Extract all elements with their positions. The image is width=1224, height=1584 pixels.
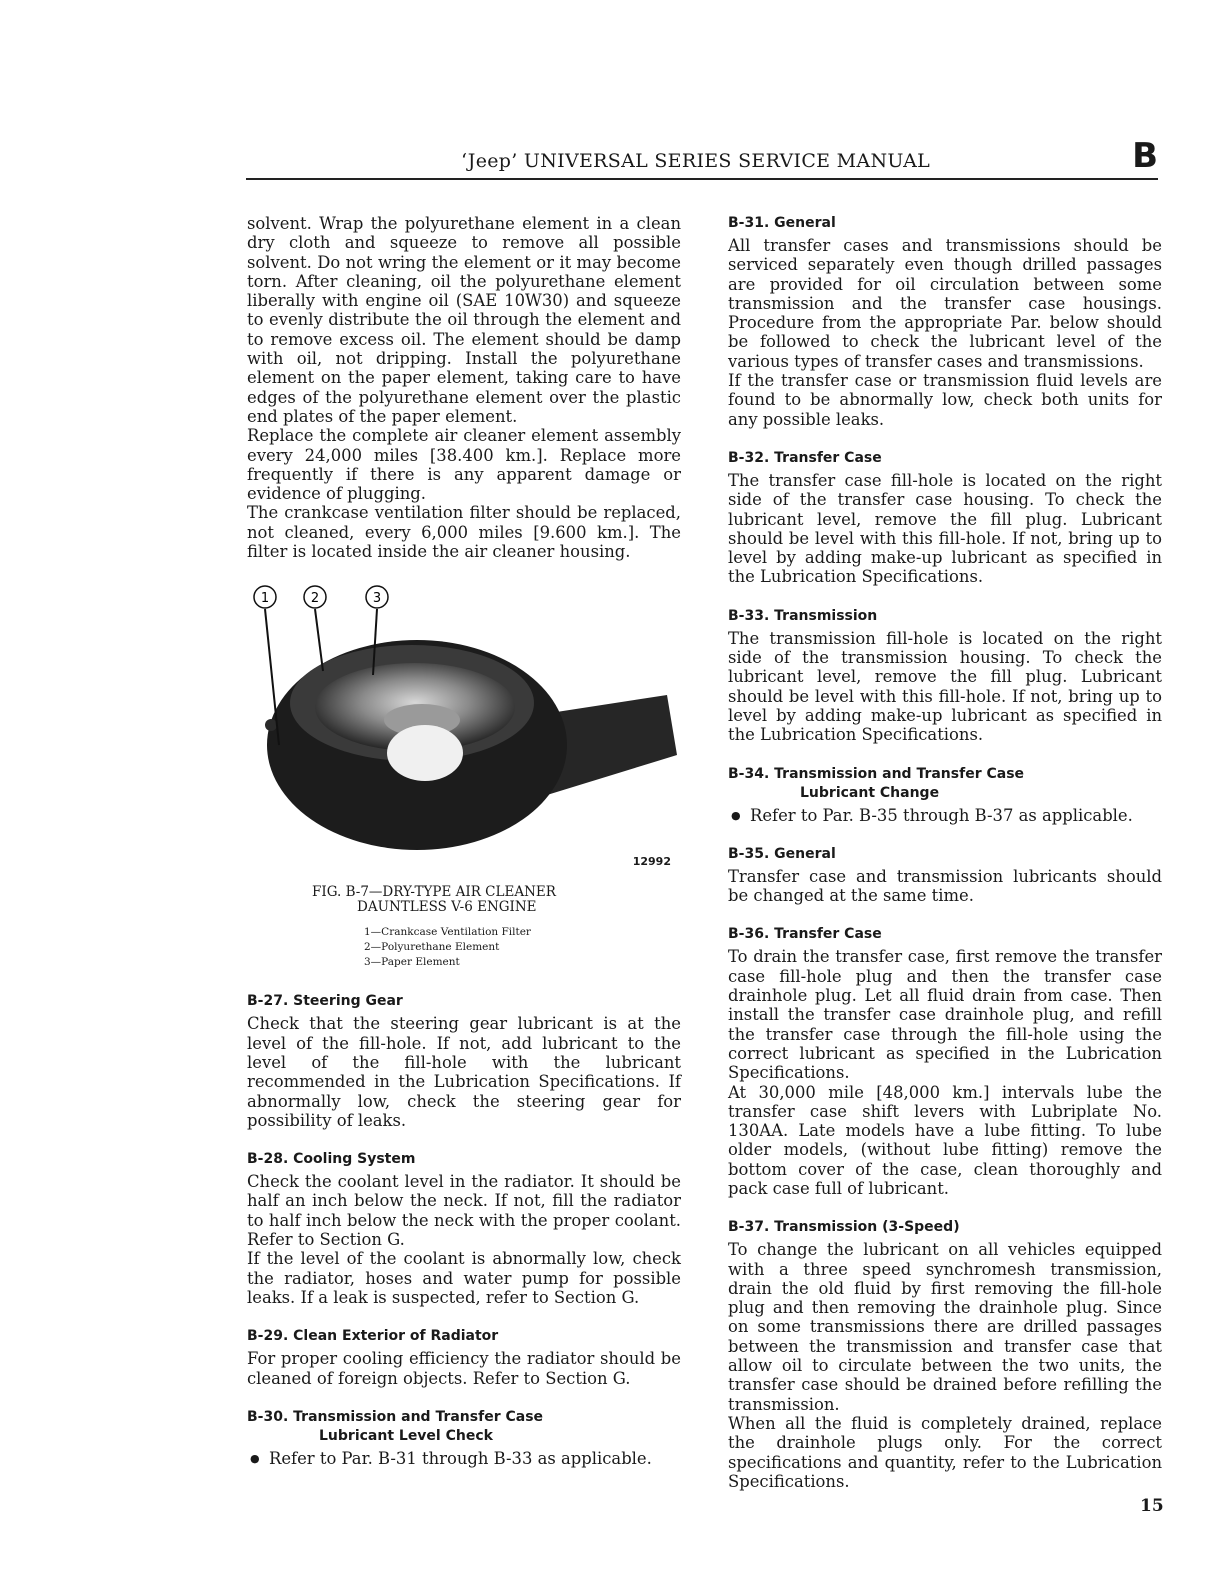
b28-text-2: If the level of the coolant is abnormally low, check the radiator, hoses and water pump for possible leaks. If a leak is suspected, refer to Section G. [247, 1249, 681, 1307]
b31-heading: B-31. General [728, 215, 836, 231]
b30-heading [247, 1408, 681, 1446]
b27-heading: B-27. Steering Gear [247, 993, 403, 1010]
b28-heading: B-28. Cooling System [247, 1151, 416, 1168]
b33-heading: B-33. Transmission [728, 607, 878, 624]
legend-item: 3—Paper Element [364, 956, 460, 969]
b33-text: The transmission fill-hole is located on the right side of the transmission housing. To check the lubricant level, remove the fill plug. Lubricant should be level with this fill-hole. If not, bring up to level by adding make-up lubricant as specified in the Lubrication Specifications. [728, 628, 1162, 745]
page-number: 15 [1140, 1496, 1164, 1516]
b34-heading [728, 765, 1162, 803]
left-column [247, 214, 681, 1468]
callout-3: 3 [372, 591, 382, 607]
ventilation-filter-text: The crankcase ventilation filter should be replaced, not cleaned, every 6,000 miles [9.600 km.]. The filter is located inside the air cleaner housing. [247, 503, 681, 562]
air-cleaner-replace-text: Replace the complete air cleaner element assembly every 24,000 miles [38.400 km.]. Replace more frequently if there is any apparent damage or evidence of plugging. [247, 426, 681, 504]
b30-bullet: ● Refer to Par. B-31 through B-33 as applicable. [247, 1449, 681, 1468]
air-cleaner-figure [247, 585, 681, 875]
b35-text: Transfer case and transmission lubricants should be changed at the same time. [728, 866, 1162, 906]
b32-text: The transfer case fill-hole is located on the right side of the transfer case housing. To check the lubricant level, remove the fill plug. Lubricant should be level with this fill-hole. If not, bring up to level by adding make-up lubricant as specified in the Lubrication Specifications. [728, 470, 1162, 587]
b37-heading: B-37. Transmission (3-Speed) [728, 1219, 960, 1236]
figure-legend [364, 925, 681, 970]
figure-number: 12992 [632, 855, 671, 869]
b37-text-1: To change the lubricant on all vehicles equipped with a three speed synchromesh transmission, drain the old fluid by first removing the fill-hole plug and then removing the drainhole plug. Since on some transmissions there are drilled passages between the transmission and transfer case that allow oil to circulate between the two units, the transfer case should be drained before refilling the transmission. [728, 1240, 1162, 1414]
page-header [246, 136, 1158, 180]
air-cleaner-illustration [247, 585, 681, 875]
center-hole [387, 725, 463, 781]
b34-heading-line-2: Lubricant Change [800, 784, 940, 801]
leader-line-2 [315, 609, 323, 671]
b28-text-1: Check the coolant level in the radiator. It should be half an inch below the neck. If not, fill the radiator to half inch below the neck with the proper coolant. Refer to Section G. [247, 1172, 681, 1250]
figure-caption [312, 885, 681, 915]
b34-bullet: ● Refer to Par. B-35 through B-37 as applicable. [728, 806, 1162, 825]
callout-2: 2 [310, 591, 320, 607]
section-letter: B [1132, 136, 1158, 176]
b29-heading: B-29. Clean Exterior of Radiator [247, 1328, 499, 1345]
callout-1: 1 [260, 591, 270, 607]
b36-text-2: At 30,000 mile [48,000 km.] intervals lube the transfer case shift levers with Lubriplate No. 130AA. Late models have a lube fitting. To lube older models, (without lube fitting) remove the bottom cover of the case, clean thoroughly and pack case full of lubricant. [728, 1082, 1162, 1198]
b37-text-2: When all the fluid is completely drained, replace the drainhole plugs only. For the correct specifications and quantity, refer to the Lubrication Specifications. [728, 1413, 1162, 1491]
b31-text-2: If the transfer case or transmission fluid levels are found to be abnormally low, check both units for any possible leaks. [728, 371, 1162, 429]
legend-item: 1—Crankcase Ventilation Filter [364, 926, 531, 939]
legend-item: 2—Polyurethane Element [364, 941, 500, 954]
b36-heading: B-36. Transfer Case [728, 926, 882, 943]
b34-heading-line-1: B-34. Transmission and Transfer Case [728, 765, 1025, 782]
b36-text-1: To drain the transfer case, first remove the transfer case fill-hole plug and then the transfer case drainhole plug. Let all fluid drain from case. Then install the transfer case drainhole plug, and refill the transfer case through the fill-hole using the correct lubricant as specified in the Lubrication Specifications. [728, 947, 1162, 1083]
mounting-bolt [265, 719, 277, 731]
b32-heading: B-32. Transfer Case [728, 449, 882, 466]
b29-text: For proper cooling efficiency the radiator should be cleaned of foreign objects. Refer to Section G. [247, 1349, 681, 1388]
caption-line-2: DAUNTLESS V-6 ENGINE [357, 899, 537, 916]
b35-heading: B-35. General [728, 845, 836, 862]
b31-text-1: All transfer cases and transmissions should be serviced separately even though drilled passages are provided for oil circulation between some transmission and the transfer case housings. Procedure from the appropriate Par. below should be followed to check the lubricant level of the various types of transfer cases and transmissions. [728, 236, 1162, 371]
caption-line-1: FIG. B-7—DRY-TYPE AIR CLEANER [312, 884, 556, 901]
right-column [728, 214, 1162, 1491]
b30-heading-line-1: B-30. Transmission and Transfer Case [247, 1408, 544, 1425]
b30-heading-line-2: Lubricant Level Check [319, 1427, 493, 1444]
b27-text: Check that the steering gear lubricant is at the level of the fill-hole. If not, add lubricant to the level of the fill-hole with the lubricant recommended in the Lubrication Specifications. If abnormally low, check the steering gear for possibility of leaks. [247, 1014, 681, 1130]
air-cleaner-cleaning-text: solvent. Wrap the polyurethane element in a clean dry cloth and squeeze to remove all possible solvent. Do not wring the element or it may become torn. After cleaning, oil the polyurethane element liberally with engine oil (SAE 10W30) and squeeze to evenly distribute the oil through the element and to remove excess oil. The element should be damp with oil, not dripping. Install the polyurethane element on the paper element, taking care to have edges of the polyurethane element over the plastic end plates of the paper element. [247, 214, 681, 426]
manual-title: ‘Jeep’ UNIVERSAL SERIES SERVICE MANUAL [461, 150, 931, 172]
